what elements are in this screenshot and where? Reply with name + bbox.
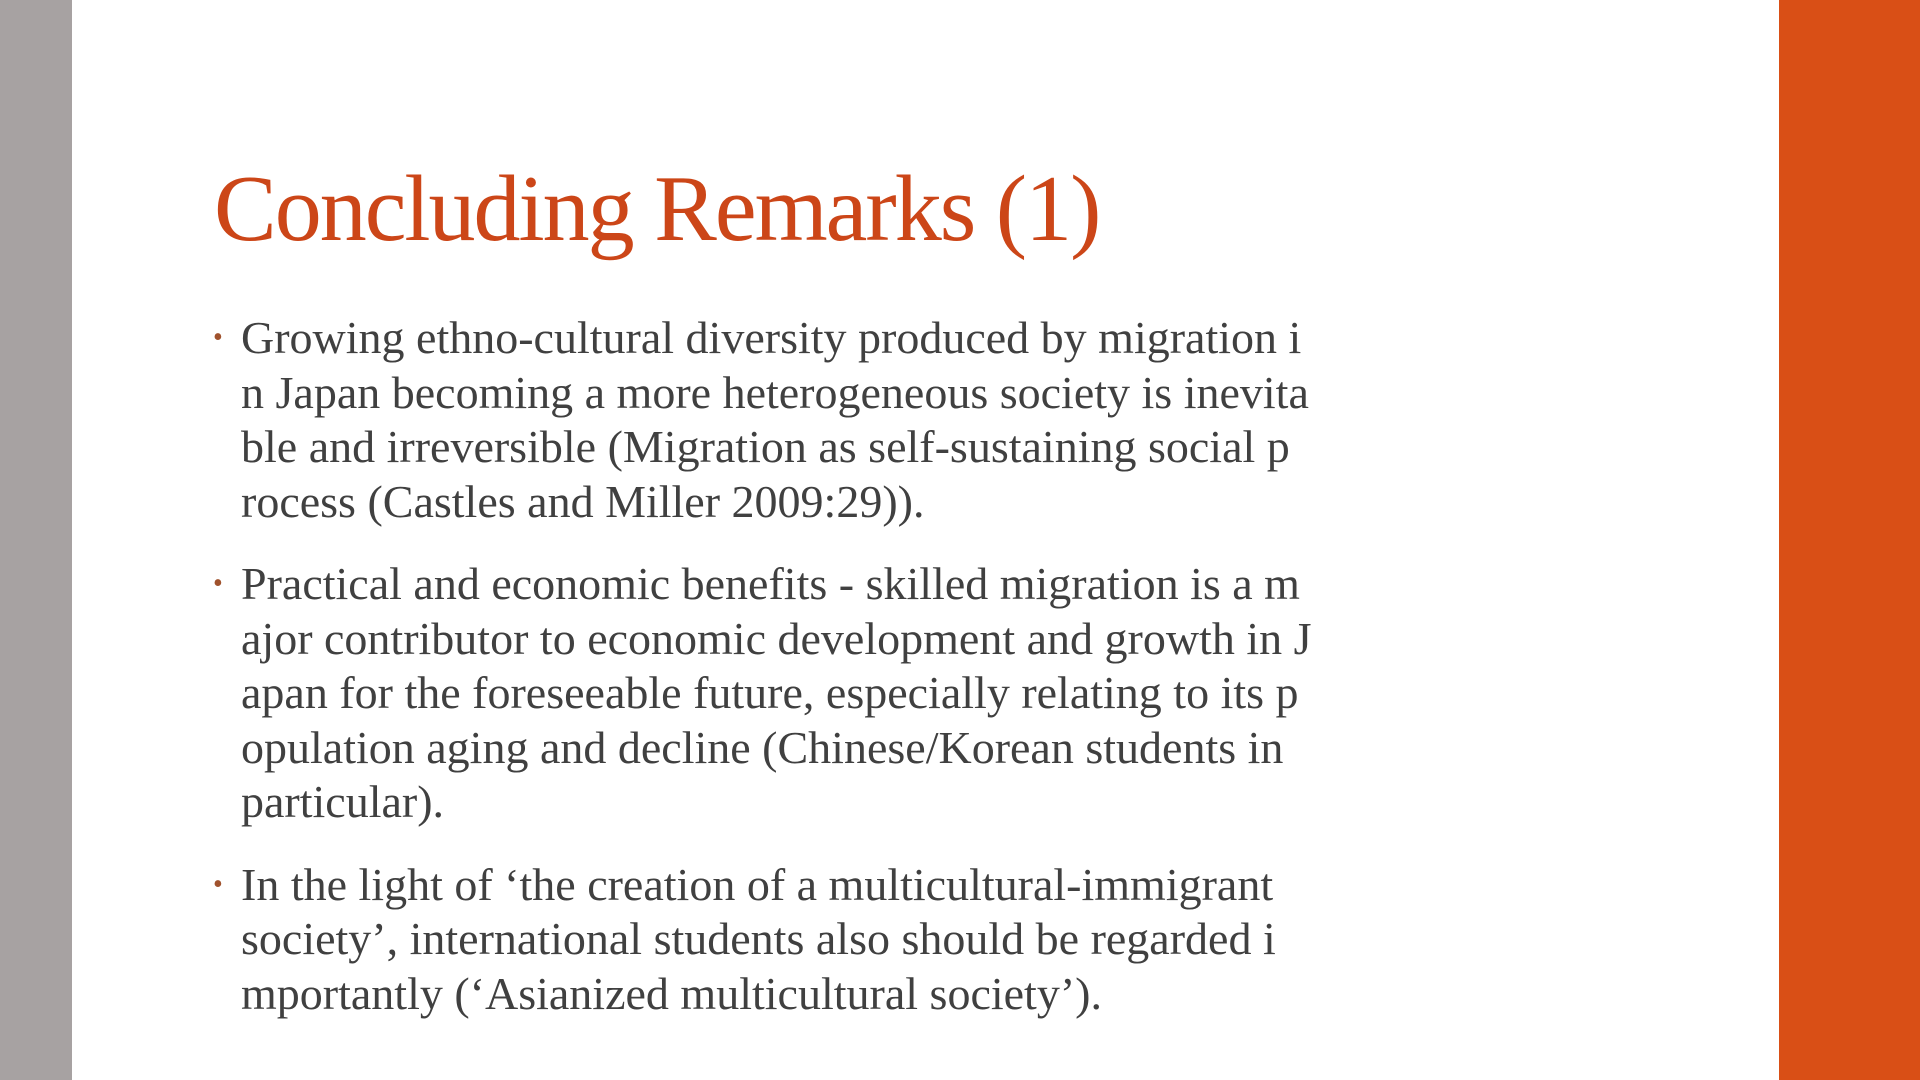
- bullet-2-line-4: opulation aging and decline (Chinese/Korean students in: [241, 721, 1284, 773]
- bullet-3-line-2: society’, international students also should be regarded i: [241, 913, 1276, 964]
- left-accent-bar: [0, 0, 72, 1080]
- bullet-1-line-2: n Japan becoming a more heterogeneous society is inevita: [241, 366, 1309, 418]
- bullet-item-1: [214, 311, 1564, 529]
- bullet-2-line-5: particular).: [241, 776, 445, 827]
- bullet-item-3: [214, 858, 1564, 1022]
- bullet-marker: •: [213, 322, 223, 353]
- bullet-3-line-1: In the light of ‘the creation of a multicultural-immigrant: [241, 858, 1274, 910]
- bullet-2-line-3: apan for the foreseeable future, especially relating to its p: [241, 667, 1299, 718]
- bullet-marker: •: [213, 868, 223, 900]
- bullet-3-line-3: mportantly (‘Asianized multicultural society’).: [241, 967, 1102, 1019]
- bullet-1-line-1: Growing ethno-cultural diversity produced by migration i: [241, 312, 1302, 363]
- bullet-item-2: [214, 557, 1564, 830]
- bullet-2-line-1: Practical and economic benefits - skilled migration is a m: [241, 558, 1300, 609]
- bullet-1-line-4: rocess (Castles and Miller 2009:29)).: [241, 475, 925, 527]
- bullet-2-line-2: ajor contributor to economic development and growth in J: [241, 612, 1312, 664]
- bullet-marker: •: [213, 568, 223, 599]
- slide-title: Concluding Remarks (1): [214, 157, 1100, 261]
- bullet-list: [214, 311, 1564, 1049]
- bullet-1-line-3: ble and irreversible (Migration as self-sustaining social p: [241, 421, 1290, 472]
- right-accent-bar: [1779, 0, 1920, 1080]
